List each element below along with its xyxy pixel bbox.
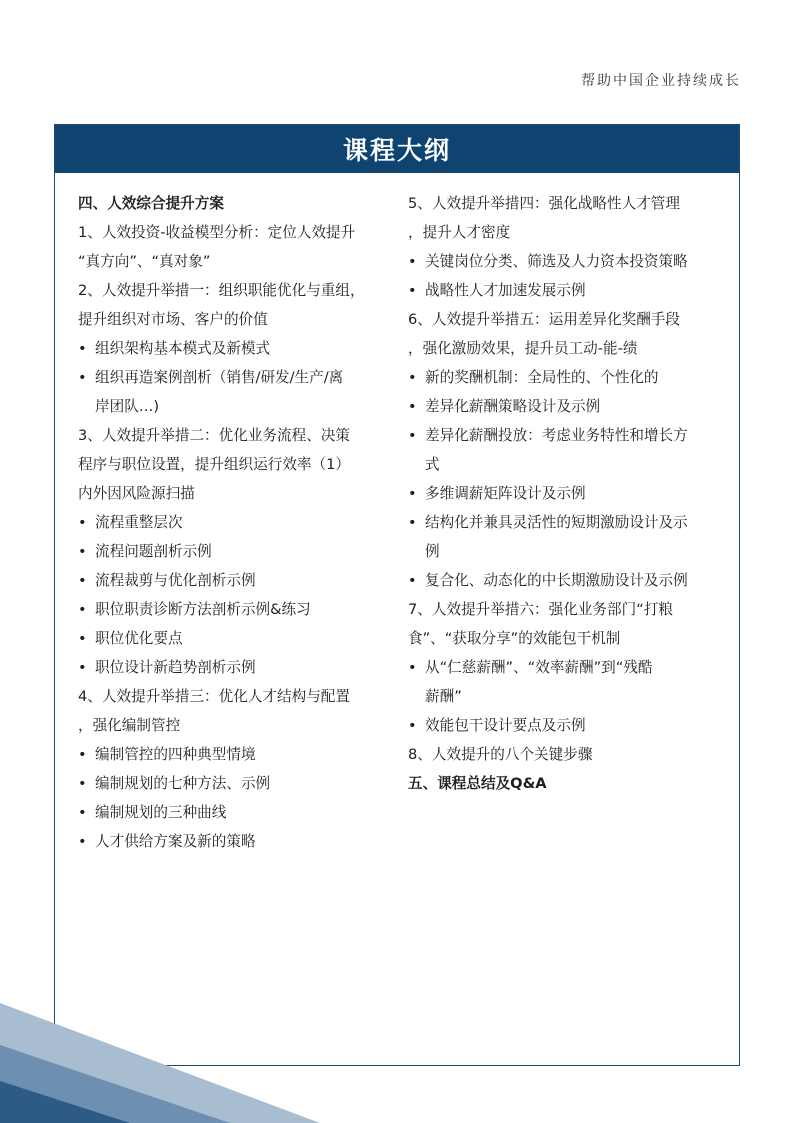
outline-line: 4、人效提升举措三：优化人才结构与配置 xyxy=(78,688,350,705)
bullet-item: • 职位职责诊断方法剖析示例&练习 xyxy=(78,595,400,624)
section-heading: 四、人效综合提升方案 xyxy=(78,195,224,212)
outline-line: 8、人效提升的八个关键步骤 xyxy=(408,746,593,763)
corner-decoration xyxy=(0,1003,320,1123)
bullet-item: • 职位设计新趋势剖析示例 xyxy=(78,653,400,682)
bullet-continuation: 例 xyxy=(425,543,440,560)
outline-line: 7、人效提升举措六：强化业务部门“打粮 xyxy=(408,601,673,618)
bullet-item: • 流程重整层次 xyxy=(78,508,400,537)
section-heading: 五、课程总结及Q&A xyxy=(408,775,547,792)
bullet-item: • 编制规划的七种方法、示例 xyxy=(78,769,400,798)
bullet-item: • 战略性人才加速发展示例 xyxy=(408,276,722,305)
outline-line: 5、人效提升举措四：强化战略性人才管理 xyxy=(408,195,680,212)
outline-line: 食”、“获取分享”的效能包干机制 xyxy=(408,630,621,647)
outline-line: ，强化编制管控 xyxy=(78,717,181,734)
bullet-item: • 多维调薪矩阵设计及示例 xyxy=(408,479,722,508)
bullet-item: • 流程裁剪与优化剖析示例 xyxy=(78,566,400,595)
bullet-item: • 关键岗位分类、筛选及人力资本投资策略 xyxy=(408,247,722,276)
outline-line: 提升组织对市场、客户的价值 xyxy=(78,311,268,328)
bullet-item: • 复合化、动态化的中长期激励设计及示例 xyxy=(408,566,722,595)
bullet-continuation: 式 xyxy=(425,456,440,473)
bullet-item: • 编制管控的四种典型情境 xyxy=(78,740,400,769)
outline-line: 内外因风险源扫描 xyxy=(78,485,195,502)
bullet-item: • 组织再造案例剖析（销售/研发/生产/离 xyxy=(78,363,400,392)
bullet-item: • 组织架构基本模式及新模式 xyxy=(78,334,400,363)
outline-line: 程序与职位设置，提升组织运行效率（1） xyxy=(78,456,350,473)
company-tagline: 帮助中国企业持续成长 xyxy=(581,73,741,89)
left-column xyxy=(78,189,400,856)
bullet-continuation: 薪酬” xyxy=(425,688,462,705)
bullet-item: • 从“仁慈薪酬”、“效率薪酬”到“残酷 xyxy=(408,653,722,682)
bullet-item: • 流程问题剖析示例 xyxy=(78,537,400,566)
outline-line: ，提升人才密度 xyxy=(408,224,511,241)
bullet-item: • 职位优化要点 xyxy=(78,624,400,653)
right-column xyxy=(408,189,722,798)
outline-line: 6、人效提升举措五：运用差异化奖酬手段 xyxy=(408,311,680,328)
bullet-item: • 人才供给方案及新的策略 xyxy=(78,827,400,856)
bullet-continuation: 岸团队…) xyxy=(95,398,160,415)
bullet-item: • 编制规划的三种曲线 xyxy=(78,798,400,827)
outline-banner-title: 课程大纲 xyxy=(55,125,739,173)
outline-line: ，强化激励效果，提升员工动-能-绩 xyxy=(408,340,638,357)
outline-line: 2、人效提升举措一：组织职能优化与重组， xyxy=(78,282,365,299)
outline-line: “真方向”、“真对象” xyxy=(78,253,211,270)
outline-line: 3、人效提升举措二：优化业务流程、决策 xyxy=(78,427,350,444)
bullet-item: • 差异化薪酬投放：考虑业务特性和增长方 xyxy=(408,421,722,450)
outline-line: 1、人效投资-收益模型分析：定位人效提升 xyxy=(78,224,356,241)
bullet-item: • 差异化薪酬策略设计及示例 xyxy=(408,392,722,421)
bullet-item: • 新的奖酬机制：全局性的、个性化的 xyxy=(408,363,722,392)
bullet-item: • 结构化并兼具灵活性的短期激励设计及示 xyxy=(408,508,722,537)
bullet-item: • 效能包干设计要点及示例 xyxy=(408,711,722,740)
